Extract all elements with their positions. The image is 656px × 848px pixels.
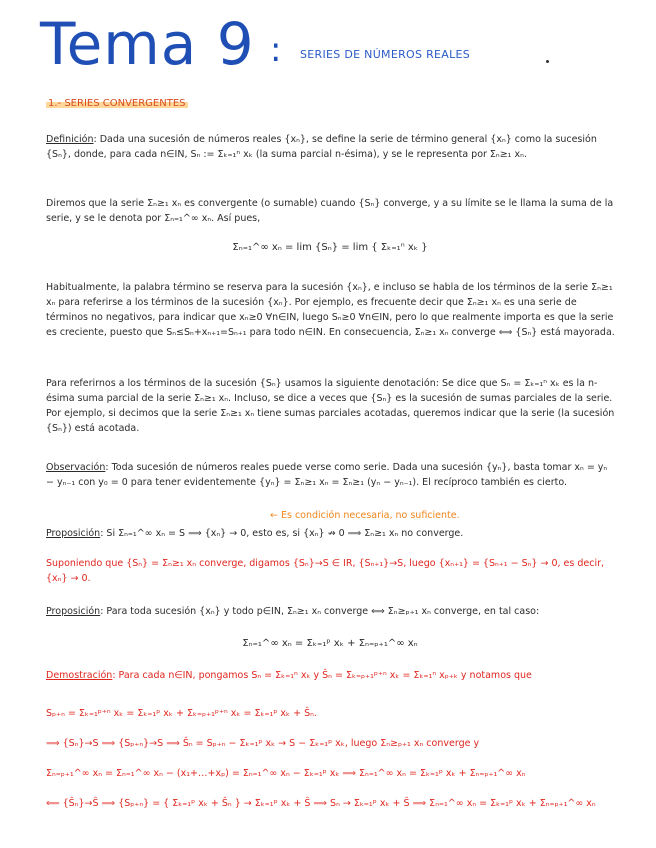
demonstration-paragraph bbox=[46, 668, 618, 683]
demonstration-label: Demostración bbox=[46, 670, 113, 681]
demonstration-line-5: ⟸ {Ŝₙ}→Ŝ ⟹ {Sₚ₊ₙ} = { Σₖ₌₁ᵖ xₖ + Ŝₙ } → Σₖ₌₁ᵖ xₖ + Ŝ ⟹ Sₙ → Σₖ₌₁ᵖ xₖ + Ŝ ⟹ Σₙ₌₁^∞ xₙ = Σₖ₌₁ᵖ xₖ + Σₙ₌ₚ₊₁^∞ xₙ bbox=[46, 798, 596, 809]
demonstration-line-4: Σₙ₌ₚ₊₁^∞ xₙ = Σₙ₌₁^∞ xₙ − (x₁+…+xₚ) = Σₙ₌₁^∞ xₙ − Σₖ₌₁ᵖ xₖ ⟹ Σₙ₌₁^∞ xₙ = Σₖ₌₁ᵖ xₖ + Σₙ₌ₚ₊₁^∞ xₙ bbox=[46, 768, 526, 779]
proof1-paragraph: Suponiendo que {Sₙ} = Σₙ≥₁ xₙ converge, digamos {Sₙ}→S ∈ IR, {Sₙ₊₁}→S, luego {xₙ₊₁} = {Sₙ₊₁ − Sₙ} → 0, es decir, {xₙ} → 0. bbox=[46, 558, 605, 584]
proposition1-text: : Si Σₙ₌₁^∞ xₙ = S ⟹ {xₙ} → 0, esto es, si {xₙ} ↛ 0 ⟹ Σₙ≥₁ xₙ no converge. bbox=[100, 528, 464, 539]
convergent-paragraph: Diremos que la serie Σₙ≥₁ xₙ es convergente (o sumable) cuando {Sₙ} converge, y a su límite se le llama la suma de la serie, y se le denota por Σₙ₌₁^∞ xₙ. Así pues, bbox=[46, 198, 614, 224]
proposition1-paragraph bbox=[46, 526, 618, 541]
section-heading: 1.- SERIES CONVERGENTES bbox=[48, 98, 186, 109]
demonstration-text: : Para cada n∈IN, pongamos Sₙ = Σₖ₌₁ⁿ xₖ y Ŝₙ = Σₖ₌ₚ₊₁ᵖ⁺ⁿ xₖ = Σₖ₌₁ⁿ xₚ₊ₖ y notamos que bbox=[112, 670, 532, 681]
observation-text: : Toda sucesión de números reales puede verse como serie. Dada una sucesión {yₙ}, basta tomar xₙ = yₙ − yₙ₋₁ con y₀ = 0 para tener evidentemente {yₙ} = Σₙ≥₁ xₙ = Σₙ≥₁ (yₙ − yₙ₋₁). El recíproco también es cierto. bbox=[46, 462, 608, 488]
proposition2-text: : Para toda sucesión {xₙ} y todo p∈IN, Σₙ≥₁ xₙ converge ⟺ Σₙ≥ₚ₊₁ xₙ converge, en tal caso: bbox=[100, 606, 540, 617]
formula-sum-limit: Σₙ₌₁^∞ xₙ = lim {Sₙ} = lim { Σₖ₌₁ⁿ xₖ } bbox=[232, 242, 428, 253]
proposition2-label: Proposición bbox=[46, 606, 101, 617]
page-subtitle: SERIES DE NÚMEROS REALES bbox=[300, 48, 471, 61]
demonstration-line-3: ⟹ {Sₙ}→S ⟹ {Sₚ₊ₙ}→S ⟹ Ŝₙ = Sₚ₊ₙ − Σₖ₌₁ᵖ xₖ → S − Σₖ₌₁ᵖ xₖ, luego Σₙ≥ₚ₊₁ xₙ converge y bbox=[46, 738, 480, 749]
dot-mark bbox=[546, 60, 549, 63]
formula-split-sum: Σₙ₌₁^∞ xₙ = Σₖ₌₁ᵖ xₖ + Σₙ₌ₚ₊₁^∞ xₙ bbox=[242, 638, 418, 649]
title-colon: : bbox=[270, 30, 282, 70]
observation-paragraph bbox=[46, 460, 618, 490]
definition-label: Definición bbox=[46, 134, 94, 145]
page-title: Tema 9 bbox=[40, 10, 255, 78]
necessary-condition-note: ← Es condición necesaria, no suficiente. bbox=[270, 510, 460, 521]
partial-sums-paragraph: Para referirnos a los términos de la sucesión {Sₙ} usamos la siguiente denotación: Se dice que Sₙ = Σₖ₌₁ⁿ xₖ es la n-ésima suma parcial de la serie Σₙ≥₁ xₙ. Incluso, se dice a veces que {Sₙ} es la sucesión de sumas parciales de la serie. Por ejemplo, si decimos que la serie Σₙ≥₁ xₙ tiene sumas parciales acotadas, queremos indicar que la serie (la sucesión {Sₙ}) está acotada. bbox=[46, 378, 615, 434]
demonstration-line-2: Sₚ₊ₙ = Σₖ₌₁ᵖ⁺ⁿ xₖ = Σₖ₌₁ᵖ xₖ + Σₖ₌ₚ₊₁ᵖ⁺ⁿ xₖ = Σₖ₌₁ᵖ xₖ + Ŝₙ. bbox=[46, 708, 317, 719]
proposition1-label: Proposición bbox=[46, 528, 101, 539]
observation-label: Observación bbox=[46, 462, 106, 473]
proposition2-paragraph bbox=[46, 604, 618, 619]
definition-text: : Dada una sucesión de números reales {xₙ}, se define la serie de término general {xₙ} como la sucesión {Sₙ}, donde, para cada n∈IN, Sₙ := Σₖ₌₁ⁿ xₖ (la suma parcial n-ésima), y se le representa por Σₙ≥₁ xₙ. bbox=[46, 134, 597, 160]
habitually-paragraph: Habitualmente, la palabra término se reserva para la sucesión {xₙ}, e incluso se habla de los términos de la serie Σₙ≥₁ xₙ para referirse a los términos de la sucesión {xₙ}. Por ejemplo, es frecuente decir que Σₙ≥₁ xₙ es una serie de términos no negativos, para indicar que xₙ≥0 ∀n∈IN, luego Sₙ≥0 ∀n∈IN, pero lo que realmente importa es que la serie es creciente, puesto que Sₙ≤Sₙ+xₙ₊₁=Sₙ₊₁ para todo n∈IN. En consecuencia, Σₙ≥₁ xₙ converge ⟺ {Sₙ} está mayorada. bbox=[46, 282, 615, 338]
definition-paragraph bbox=[46, 132, 618, 162]
